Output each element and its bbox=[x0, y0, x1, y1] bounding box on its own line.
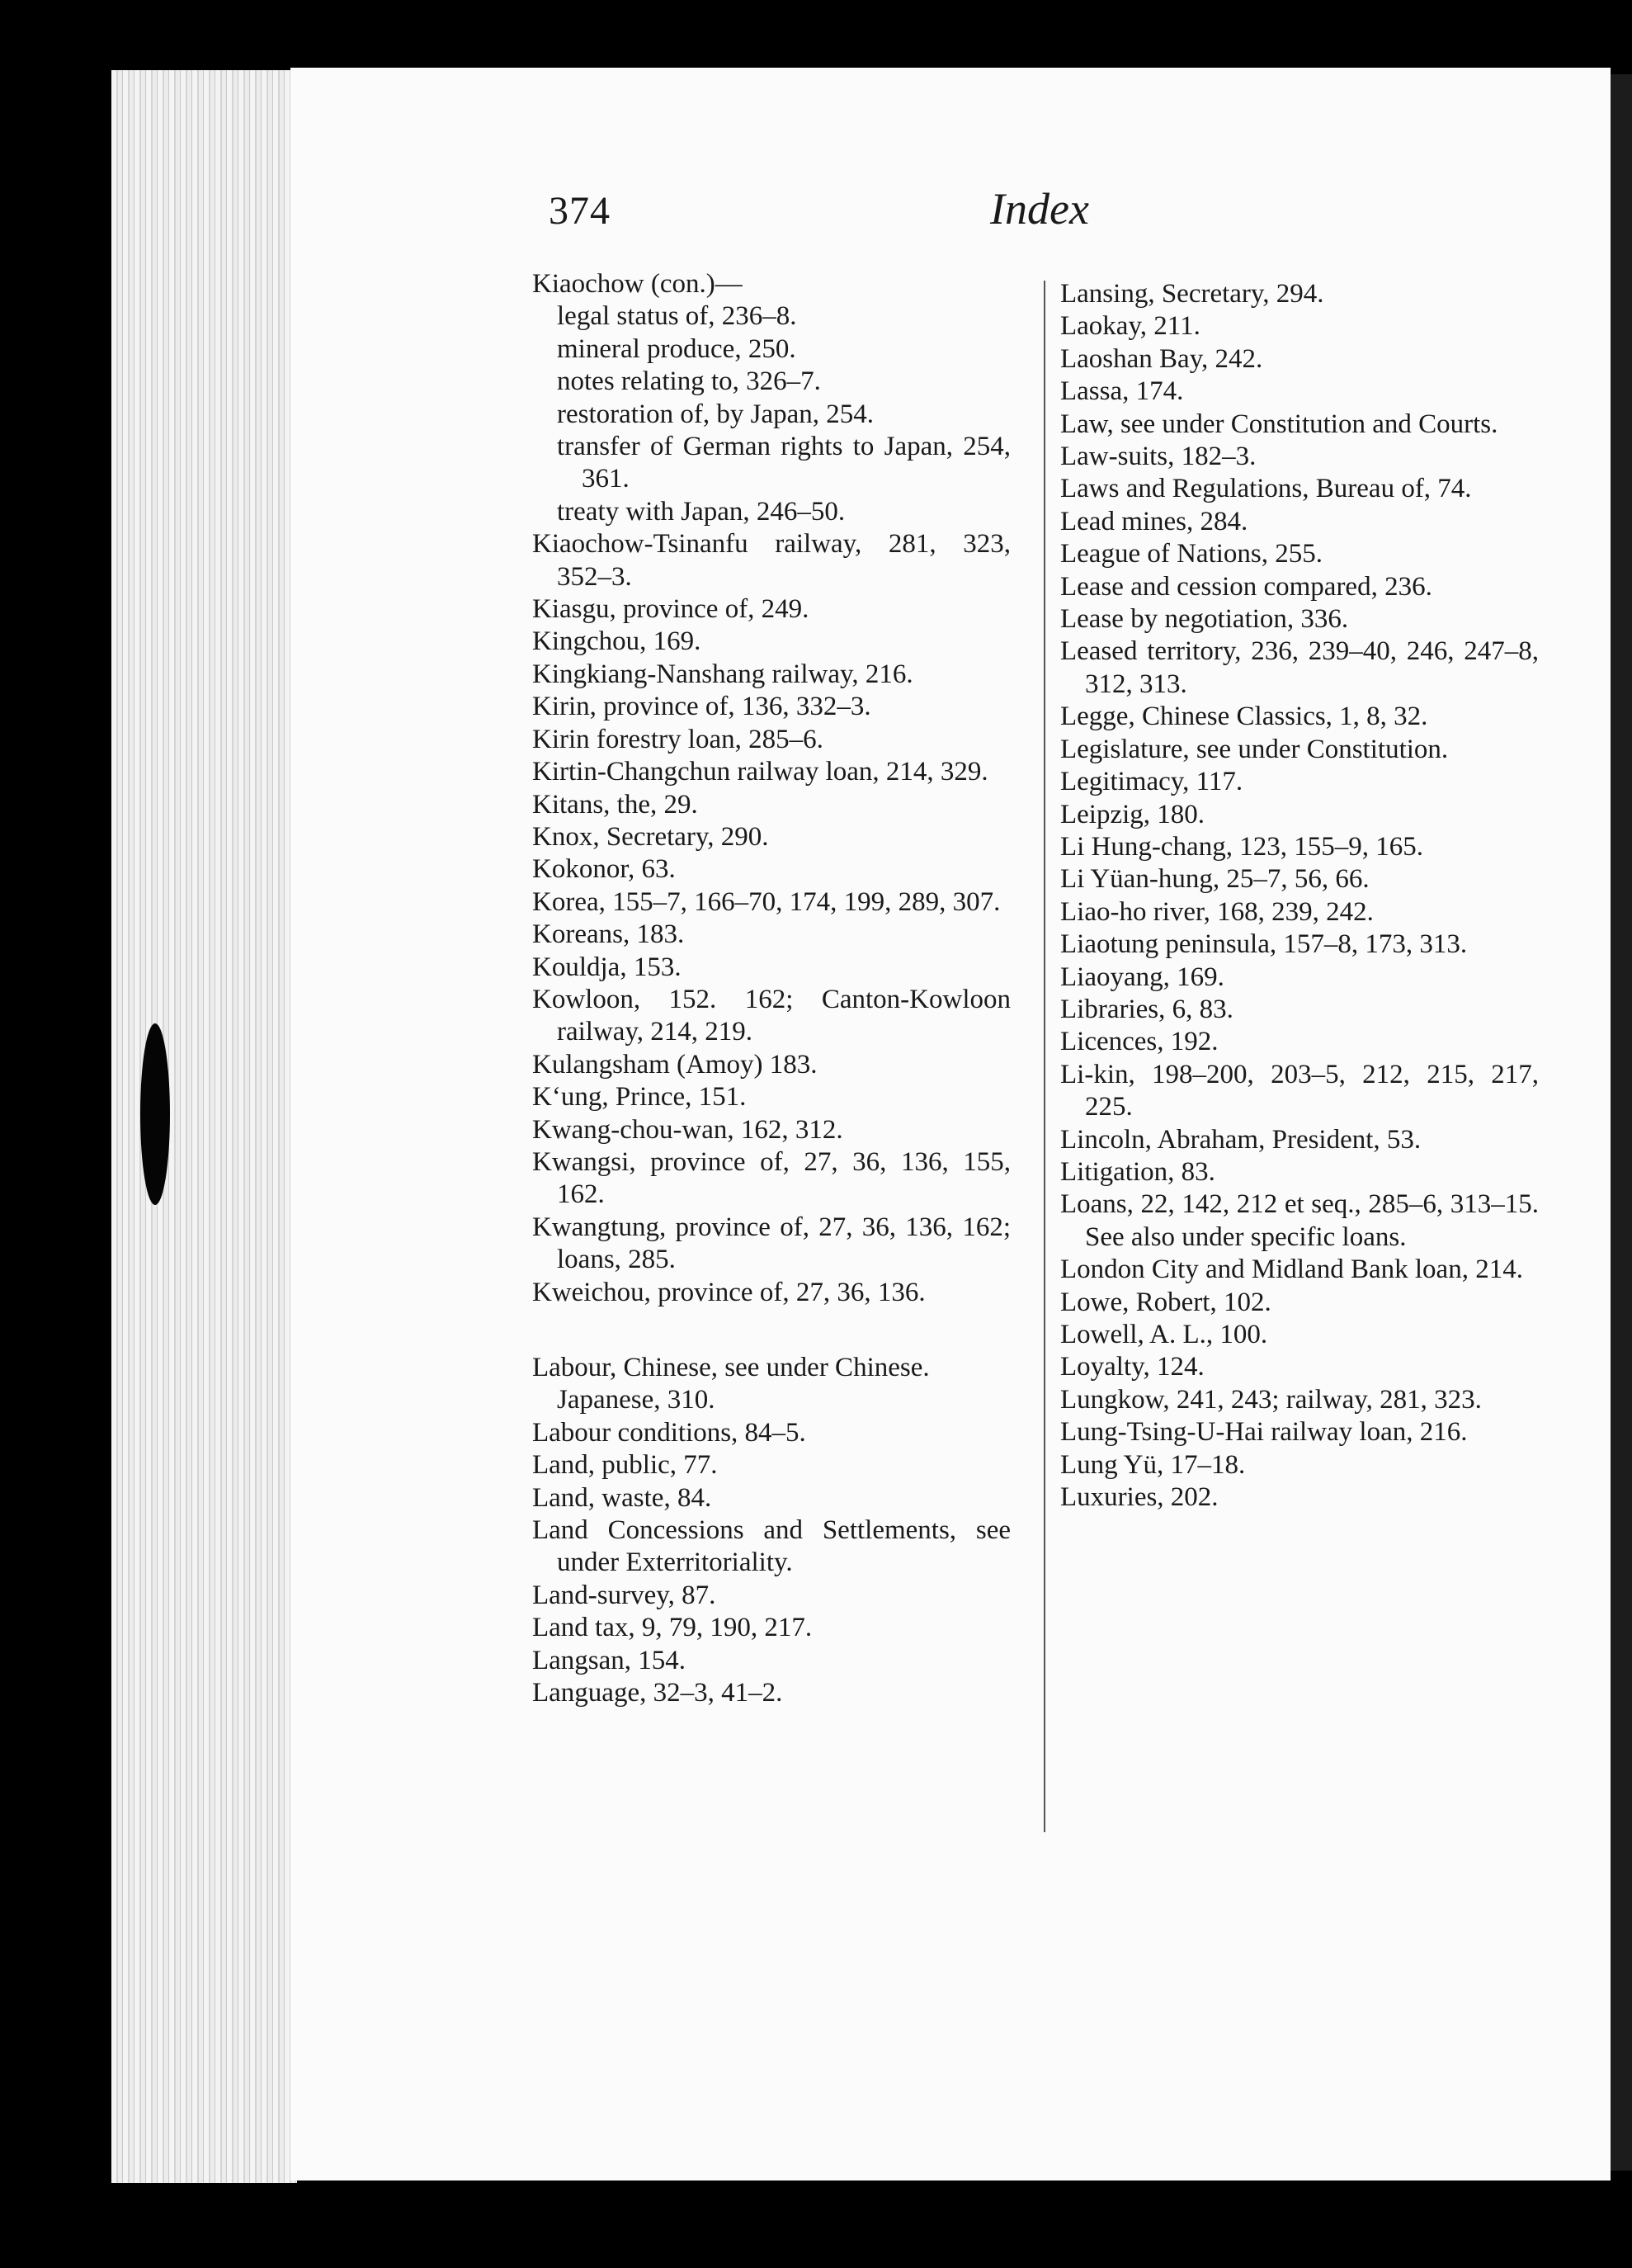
index-subentry: mineral produce, 250. bbox=[557, 333, 796, 364]
index-column-left bbox=[532, 268, 1011, 1709]
index-entry: Kirin, province of, 136, 332–3. bbox=[532, 692, 871, 722]
index-entry: Lowe, Robert, 102. bbox=[1060, 1287, 1271, 1317]
index-entry: Land Concessions and Settlements, see under Exterritoriality. bbox=[532, 1515, 1011, 1578]
index-entry: Labour, Chinese, see under Chinese. bbox=[532, 1353, 930, 1382]
index-entry: Kouldja, 153. bbox=[532, 952, 682, 982]
index-entry: Lease by negotiation, 336. bbox=[1060, 604, 1349, 635]
index-entry: Lung-Tsing-U-Hai railway loan, 216. bbox=[1060, 1417, 1468, 1448]
index-entry: League of Nations, 255. bbox=[1060, 539, 1323, 569]
index-entry: K‘ung, Prince, 151. bbox=[532, 1082, 747, 1113]
index-entry: Luxuries, 202. bbox=[1060, 1482, 1219, 1513]
index-entry: Kirtin-Changchun railway loan, 214, 329. bbox=[532, 757, 988, 787]
index-entry: Langsan, 154. bbox=[532, 1645, 686, 1675]
index-entry: Lease and cession compared, 236. bbox=[1060, 571, 1432, 602]
index-entry: Knox, Secretary, 290. bbox=[532, 821, 769, 852]
index-entry: Land, public, 77. bbox=[532, 1450, 718, 1481]
index-entry: Korea, 155–7, 166–70, 174, 199, 289, 307. bbox=[532, 886, 1001, 917]
index-entry: Loyalty, 124. bbox=[1060, 1352, 1205, 1382]
index-entry: Land, waste, 84. bbox=[532, 1482, 712, 1513]
index-entry: Kirin forestry loan, 285–6. bbox=[532, 724, 823, 754]
index-entry: Kingchou, 169. bbox=[532, 626, 701, 657]
running-head: Index bbox=[990, 184, 1089, 234]
index-column-right bbox=[1060, 278, 1539, 1514]
index-entry: Kiaochow (con.)— bbox=[532, 269, 743, 299]
index-entry: Kweichou, province of, 27, 36, 136. bbox=[532, 1277, 926, 1307]
index-entry: Laokay, 211. bbox=[1060, 311, 1200, 342]
index-entry: Kulangsham (Amoy) 183. bbox=[532, 1049, 818, 1080]
index-entry: Legge, Chinese Classics, 1, 8, 32. bbox=[1060, 702, 1428, 732]
index-entry: Li Hung-chang, 123, 155–9, 165. bbox=[1060, 831, 1423, 862]
index-entry: Law, see under Constitution and Courts. bbox=[1060, 409, 1498, 439]
index-entry: Labour conditions, 84–5. bbox=[532, 1417, 806, 1448]
index-entry: Libraries, 6, 83. bbox=[1060, 994, 1233, 1024]
index-entry: Legitimacy, 117. bbox=[1060, 767, 1243, 797]
index-entry: Land-survey, 87. bbox=[532, 1580, 716, 1610]
index-entry: Kwangtung, province of, 27, 36, 136, 162; loans, 285. bbox=[532, 1212, 1011, 1275]
index-entry: Lungkow, 241, 243; railway, 281, 323. bbox=[1060, 1384, 1482, 1415]
index-entry: Kowloon, 152. 162; Canton-Kowloon railway, 214, 219. bbox=[532, 984, 1011, 1047]
index-entry: Litigation, 83. bbox=[1060, 1156, 1215, 1187]
index-entry: Licences, 192. bbox=[1060, 1027, 1219, 1057]
index-entry: Lincoln, Abraham, President, 53. bbox=[1060, 1124, 1422, 1155]
index-subentry: transfer of German rights to Japan, 254, 361. bbox=[557, 432, 1011, 494]
index-entry: Li Yüan-hung, 25–7, 56, 66. bbox=[1060, 864, 1370, 895]
index-entry: Kitans, the, 29. bbox=[532, 789, 698, 820]
index-entry: Lead mines, 284. bbox=[1060, 506, 1248, 536]
index-letter-gap bbox=[532, 1309, 1011, 1352]
index-entry: Liaotung peninsula, 157–8, 173, 313. bbox=[1060, 929, 1468, 960]
index-entry: Lung Yü, 17–18. bbox=[1060, 1449, 1246, 1480]
index-entry: Land tax, 9, 79, 190, 217. bbox=[532, 1613, 813, 1643]
scan-blot bbox=[140, 1023, 170, 1205]
index-entry: Lassa, 174. bbox=[1060, 376, 1184, 407]
index-entry: London City and Midland Bank loan, 214. bbox=[1060, 1254, 1523, 1285]
index-entry: Liao-ho river, 168, 239, 242. bbox=[1060, 896, 1374, 927]
index-entry: Loans, 22, 142, 212 et seq., 285–6, 313–15. See also under specific loans. bbox=[1060, 1189, 1539, 1252]
index-entry: Laoshan Bay, 242. bbox=[1060, 343, 1263, 374]
index-entry: Koreans, 183. bbox=[532, 919, 685, 950]
index-entry: Lowell, A. L., 100. bbox=[1060, 1320, 1268, 1349]
column-divider bbox=[1044, 281, 1045, 1832]
index-subentry: Japanese, 310. bbox=[557, 1385, 715, 1415]
index-subentry: treaty with Japan, 246–50. bbox=[557, 496, 846, 527]
index-subentry: notes relating to, 326–7. bbox=[557, 366, 821, 397]
index-entry: Language, 32–3, 41–2. bbox=[532, 1678, 783, 1708]
index-entry: Kiasgu, province of, 249. bbox=[532, 594, 809, 625]
index-entry: Leased territory, 236, 239–40, 246, 247–8, 312, 313. bbox=[1060, 636, 1539, 699]
page-number: 374 bbox=[549, 189, 611, 233]
book-page-edges bbox=[111, 70, 297, 2183]
index-subentry: restoration of, by Japan, 254. bbox=[557, 399, 874, 429]
index-entry: Li-kin, 198–200, 203–5, 212, 215, 217, 225. bbox=[1060, 1059, 1539, 1122]
index-entry: Leipzig, 180. bbox=[1060, 799, 1205, 829]
index-entry: Legislature, see under Constitution. bbox=[1060, 734, 1449, 764]
index-entry: Law-suits, 182–3. bbox=[1060, 442, 1257, 472]
index-entry: Kiaochow-Tsinanfu railway, 281, 323, 352–3. bbox=[532, 529, 1011, 592]
index-entry: Laws and Regulations, Bureau of, 74. bbox=[1060, 474, 1472, 504]
index-entry: Lansing, Secretary, 294. bbox=[1060, 279, 1324, 309]
index-subentry: legal status of, 236–8. bbox=[557, 301, 797, 332]
index-entry: Kwangsi, province of, 27, 36, 136, 155, 162. bbox=[532, 1146, 1011, 1210]
index-entry: Kingkiang-Nanshang railway, 216. bbox=[532, 659, 913, 689]
page-gutter-shadow bbox=[1611, 74, 1632, 2171]
index-entry: Liaoyang, 169. bbox=[1060, 962, 1224, 992]
index-entry: Kwang-chou-wan, 162, 312. bbox=[532, 1114, 843, 1145]
index-entry: Kokonor, 63. bbox=[532, 854, 676, 885]
